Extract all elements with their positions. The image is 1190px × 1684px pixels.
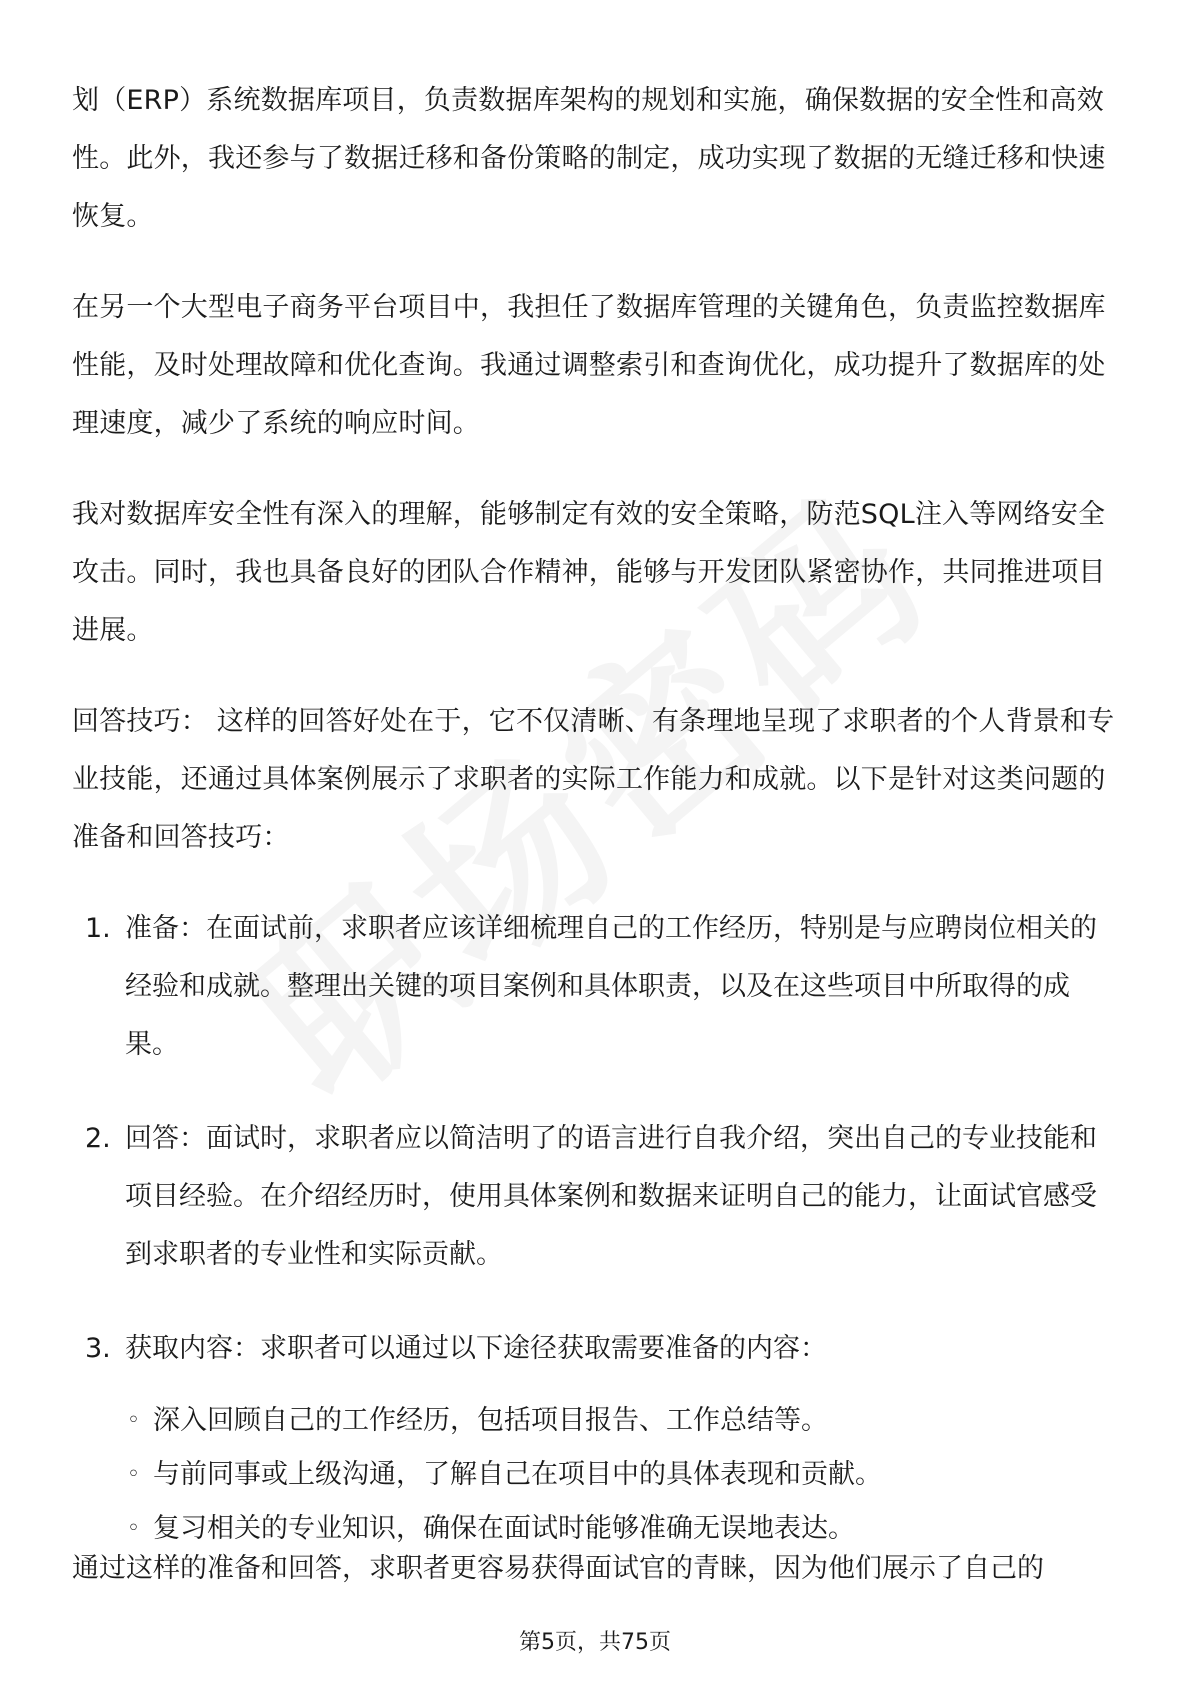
bullet-text: 深入回顾自己的工作经历，包括项目报告、工作总结等。: [153, 1405, 828, 1436]
paragraph-security: 我对数据库安全性有深入的理解，能够制定有效的安全策略，防范SQL注入等网络安全攻击。同时，我也具备良好的团队合作精神，能够与开发团队紧密协作，共同推进项目进展。: [72, 499, 1106, 646]
list-item-answer: [72, 1110, 1122, 1284]
list-item-get-content: [72, 1320, 1122, 1556]
list-item-text: 回答：面试时，求职者应以简洁明了的语言进行自我介绍，突出自己的专业技能和项目经验。在介绍经历时，使用具体案例和数据来证明自己的能力，让面试官感受到求职者的专业性和实际贡献。: [125, 1123, 1097, 1270]
document-body: [72, 72, 1122, 1592]
bullet-icon: ◦: [127, 1516, 140, 1541]
page-number-footer: 第5页，共75页: [519, 1630, 671, 1655]
closing-paragraph: 通过这样的准备和回答，求职者更容易获得面试官的青睐，因为他们展示了自己的: [72, 1553, 1044, 1584]
bullet-item: [125, 1448, 1122, 1502]
paragraph-ecommerce-project: 在另一个大型电子商务平台项目中，我担任了数据库管理的关键角色，负责监控数据库性能，及时处理故障和优化查询。我通过调整索引和查询优化，成功提升了数据库的处理速度，减少了系统的响应时间。: [72, 292, 1106, 439]
bullet-icon: ◦: [127, 1462, 140, 1487]
bullet-list: [125, 1394, 1122, 1556]
list-number: 3.: [85, 1333, 111, 1364]
paragraph-erp-project: 划（ERP）系统数据库项目，负责数据库架构的规划和实施，确保数据的安全性和高效性。此外，我还参与了数据迁移和备份策略的制定，成功实现了数据的无缝迁移和快速恢复。: [72, 85, 1106, 232]
list-item-text: 准备：在面试前，求职者应该详细梳理自己的工作经历，特别是与应聘岗位相关的经验和成就。整理出关键的项目案例和具体职责，以及在这些项目中所取得的成果。: [125, 913, 1097, 1060]
list-number: 2.: [85, 1123, 111, 1154]
list-item-prepare: [72, 900, 1122, 1074]
bullet-text: 与前同事或上级沟通，了解自己在项目中的具体表现和贡献。: [153, 1459, 882, 1490]
paragraph-answer-tips: 回答技巧： 这样的回答好处在于，它不仅清晰、有条理地呈现了求职者的个人背景和专业技能，还通过具体案例展示了求职者的实际工作能力和成就。以下是针对这类问题的准备和回答技巧：: [72, 706, 1115, 853]
bullet-icon: ◦: [127, 1408, 140, 1433]
list-item-text: 获取内容：求职者可以通过以下途径获取需要准备的内容：: [125, 1333, 827, 1364]
list-number: 1.: [85, 913, 111, 944]
bullet-text: 复习相关的专业知识，确保在面试时能够准确无误地表达。: [153, 1513, 855, 1544]
numbered-list: [72, 900, 1122, 1556]
bullet-item: [125, 1394, 1122, 1448]
